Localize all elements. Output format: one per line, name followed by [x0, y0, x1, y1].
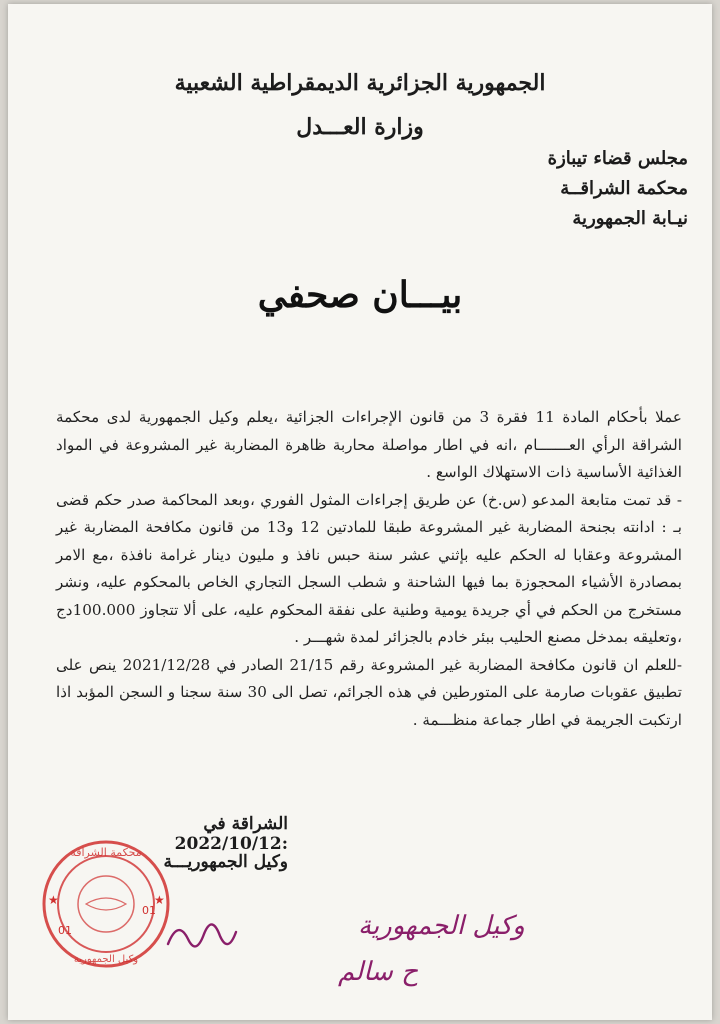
body-paragraph-3: -للعلم ان قانون مكافحة المضاربة غير المشروعة رقم 21/15 الصادر في 2021/12/28 ينص على تطبيق عقوبات صارمة على المتورطين في هذه الجرائم، تصل الى 30 سنة سجنا و السجن المؤبد اذا ارتكبت الجريمة في اطار جماعة منظـــمة . [56, 655, 683, 729]
document-title: بيـــان صحفي [257, 274, 463, 316]
handwritten-signature [158, 884, 525, 994]
body-paragraph-2: - قد تمت متابعة المدعو (س.خ) عن طريق إجراءات المثول الفوري ،وبعد المحاكمة صدر حكم قضى بـ : ادانته بجنحة المضاربة غير المشروعة طبقا للمادتين 12 و13 من قانون مكافحة المضاربة غير المشروعة وعقابا له الحكم عليه بإثني عشر سنة حبس نافذ و مليون دينار غرامة نافذة ،مع الامر بمصادرة الأشياء المحجوزة بما فيها الشاحنة و شطب السجل التجاري الخاص بالمحكوم عليه، ونشر مستخرج من الحكم في أي جريدة يومية وطنية على نفقة المحكوم عليه، على ألا تتجاوز 100.000دج ،وتعليقه بمدخل مصنع الحليب ببئر خادم بالجزائر لمدة شهـــر . [56, 490, 682, 646]
official-stamp [36, 834, 176, 974]
prosecutor-title: وكيل الجمهوريـــة [163, 852, 288, 872]
prosecution-name: نيـابة الجمهورية [572, 208, 688, 229]
svg-text:وكيل الجمهورية: وكيل الجمهورية [358, 911, 525, 941]
svg-text:★: ★ [48, 893, 59, 907]
svg-text:★: ★ [154, 893, 165, 907]
place-date: الشراقة في :2022/10/12 [174, 814, 288, 854]
ministry-header: وزارة العـــدل [296, 114, 424, 140]
document-page [8, 4, 712, 1020]
court-name: محكمة الشراقــة [560, 178, 688, 199]
svg-text:ح سالم: ح سالم [338, 957, 418, 987]
document-body [56, 404, 682, 734]
republic-header: الجمهورية الجزائرية الديمقراطية الشعبية [174, 70, 546, 96]
body-paragraph-1: عملا بأحكام المادة 11 فقرة 3 من قانون الإجراءات الجزائية ،يعلم وكيل الجمهورية لدى محكمة الشراقة الرأي العـــــــام ،انه في اطار مواصلة محاربة ظاهرة المضاربة غير المشروعة في المواد الغذائية الأساسية ذات الاستهلاك الواسع . [56, 408, 682, 481]
svg-text:محكمة الشراقة: محكمة الشراقة [70, 846, 142, 859]
svg-text:وكيل الجمهورية: وكيل الجمهورية [73, 954, 139, 965]
council-name: مجلس قضاء تيبازة [547, 148, 688, 169]
svg-text:01: 01 [58, 924, 72, 937]
institution-block [488, 144, 688, 234]
svg-text:01: 01 [142, 904, 156, 917]
